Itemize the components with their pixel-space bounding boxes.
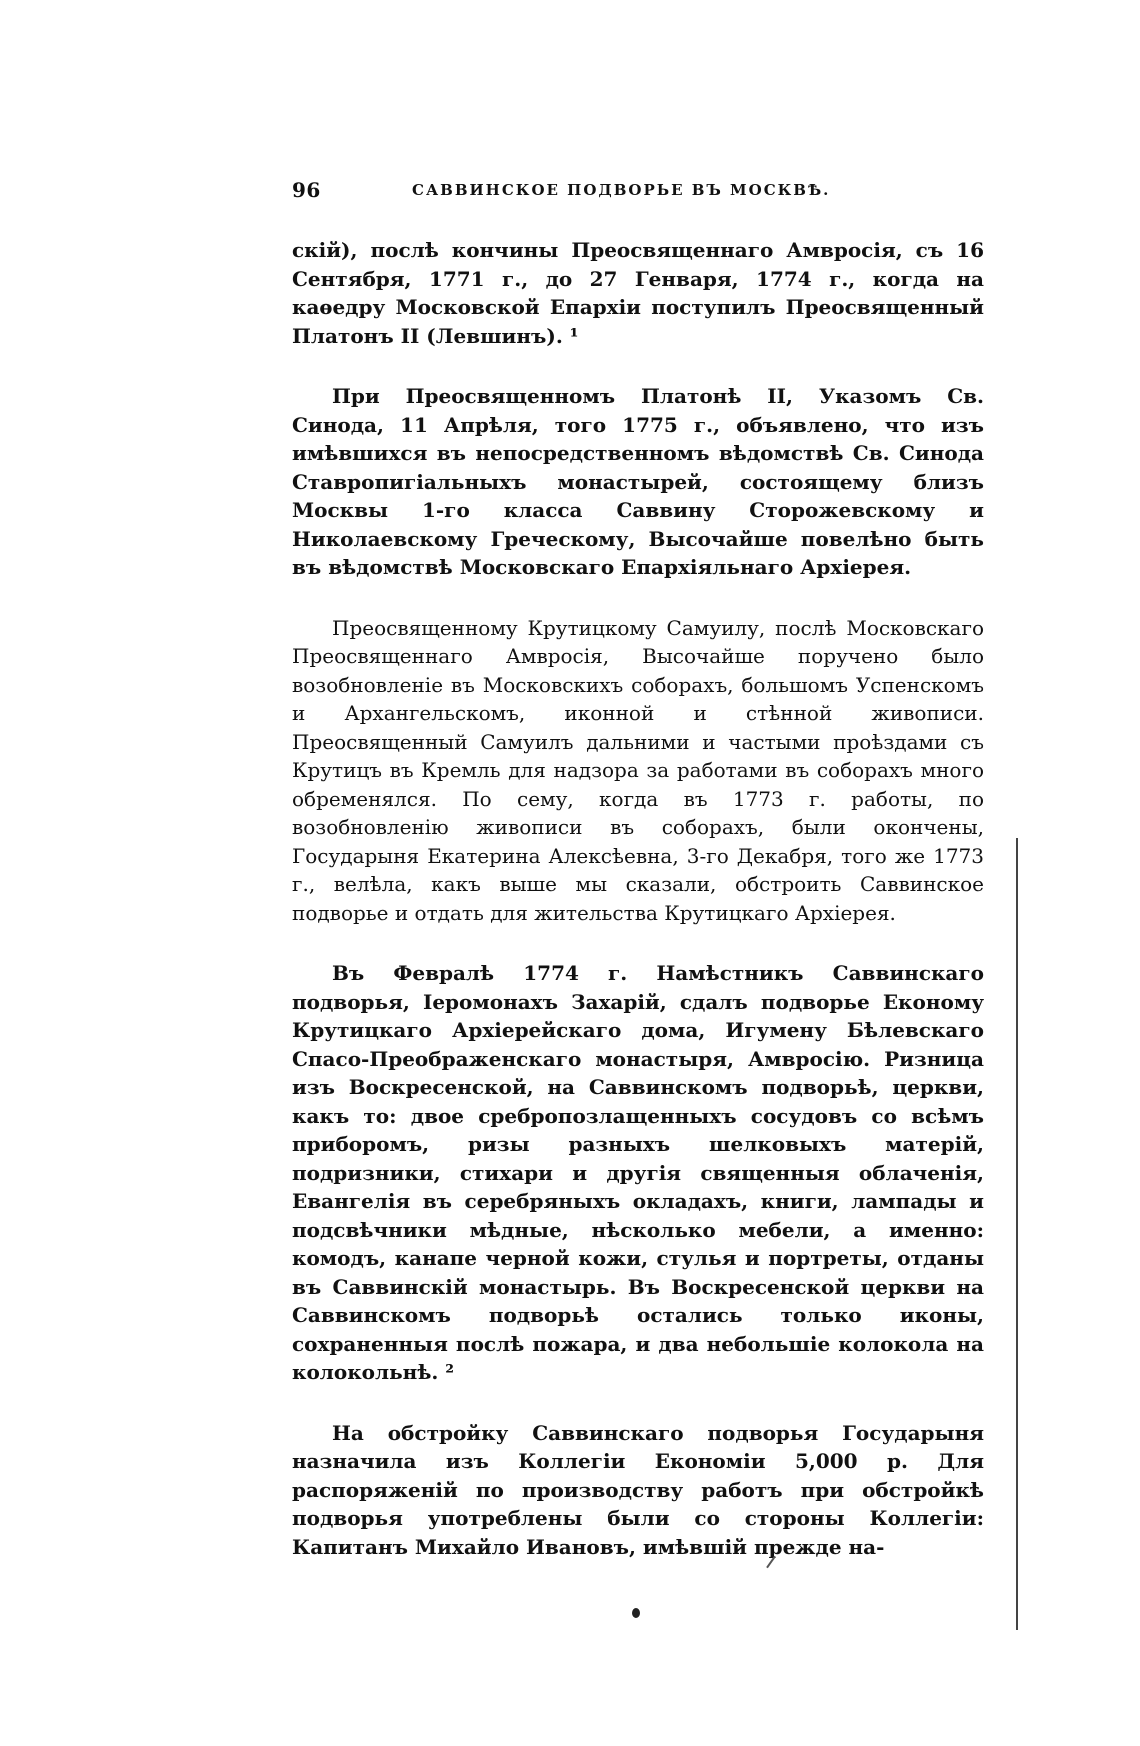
paragraph-4: Въ Февралѣ 1774 г. Намѣстникъ Саввинскаго подворья, Іеромонахъ Захарій, сдалъ подворье Економу Крутицкаго Архіерейскаго дома, Игумену Бѣлевскаго Спасо-Преображенскаго монастыря, Амвросію. Ризница изъ Воскресенской, на Саввинскомъ подворьѣ, церкви, какъ то: двое сребропозлащенныхъ сосудовъ со всѣмъ приборомъ, ризы разныхъ шелковыхъ матерій, подризники, стихари и другія священныя облаченія, Евангелія въ серебряныхъ окладахъ, книги, лампады и подсвѣчники мѣдные, нѣсколько мебели, а именно: комодъ, канапе черной кожи, стулья и портреты, отданы въ Саввинскій монастырь. Въ Воскресенской церкви на Саввинскомъ подворьѣ остались только иконы, сохраненныя послѣ пожара, и два небольшіе колокола на колокольнѣ. ²	[292, 961, 984, 1384]
paragraph-3: Преосвященному Крутицкому Самуилу, послѣ Московскаго Преосвященнаго Амвросія, Высочайше поручено было возобновленіе въ Московскихъ соборахъ, большомъ Успенскомъ и Архангельскомъ, иконной и стѣнной живописи. Преосвященный Самуилъ дальними и частыми проѣздами съ Крутицъ въ Кремль для надзора за работами въ соборахъ много обременялся. По сему, когда въ 1773 г. работы, по возобновленію живописи въ соборахъ, были окончены, Государыня Екатерина Алексѣевна, 3-го Декабря, того же 1773 г., велѣла, какъ выше мы сказали, обстроить Саввинское подворье и отдать для жительства Крутицкаго Архіерея.	[292, 615, 984, 925]
running-title: САВВИНСКОЕ ПОДВОРЬЕ ВЪ МОСКВѢ.	[412, 181, 831, 199]
scan-dot	[632, 1608, 640, 1618]
scan-edge-line	[1016, 838, 1018, 1630]
page-header	[292, 178, 984, 208]
paragraph-5: На обстройку Саввинскаго подворья Государыня назначила изъ Коллегіи Економіи 5,000 р. Для распоряженій по производству работъ при обстройкѣ подворья употреблены были со стороны Коллегіи: Капитанъ Михайло Ивановъ, имѣвшій прежде на-	[292, 1420, 984, 1559]
page-number: 96	[292, 178, 321, 202]
paragraph-2: При Преосвященномъ Платонѣ II, Указомъ Св. Синода, 11 Апрѣля, того 1775 г., объявлено, что изъ имѣвшихся въ непосредственномъ вѣдомствѣ Св. Синода Ставропигіальныхъ монастырей, состоящему близъ Москвы 1-го класса Саввину Сторожевскому и Николаевскому Греческому, Высочайше повелѣно быть въ вѣдомствѣ Московскаго Епархіяльнаго Архіерея.	[292, 384, 984, 579]
paragraph-1: скій), послѣ кончины Преосвященнаго Амвросія, съ 16 Сентября, 1771 г., до 27 Генваря, 1774 г., когда на каѳедру Московской Епархіи поступилъ Преосвященный Платонъ II (Левшинъ). ¹	[292, 238, 984, 348]
body-text	[292, 236, 984, 1561]
